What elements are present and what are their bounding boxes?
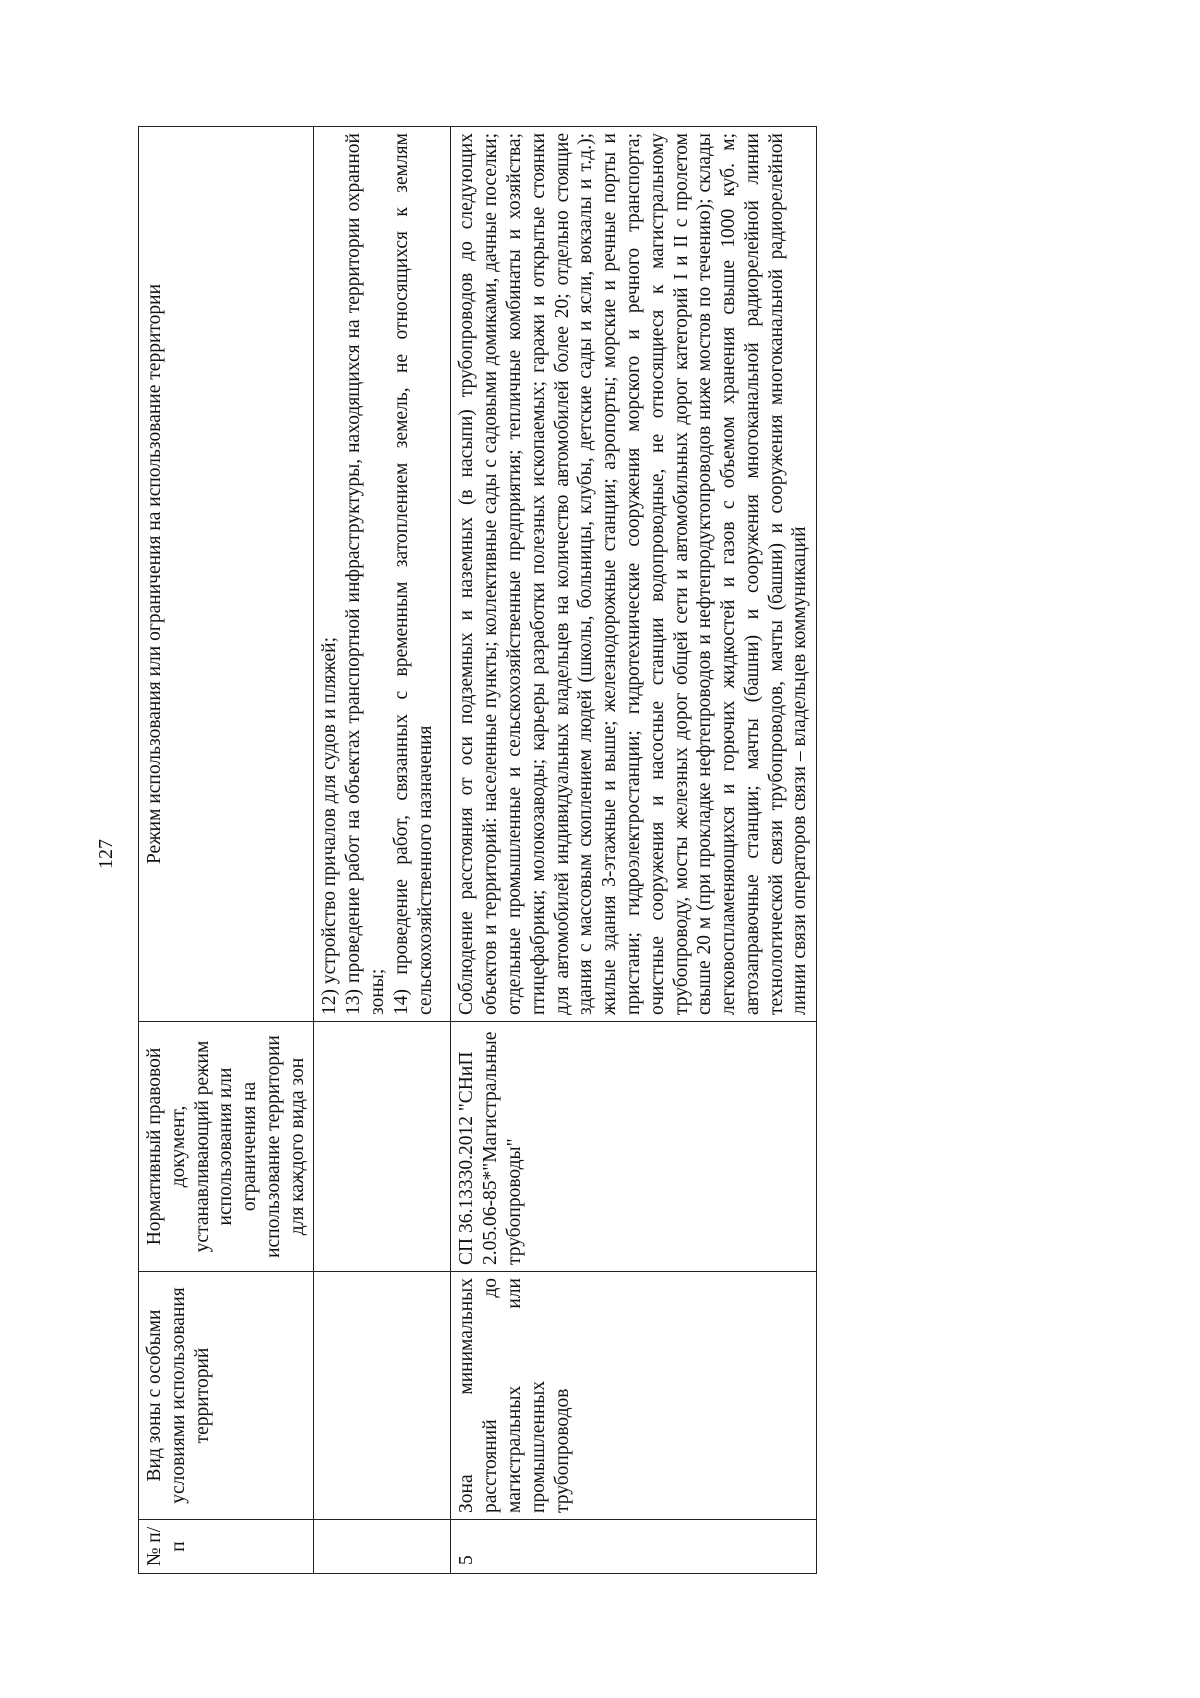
rotated-table-container xyxy=(138,126,1103,1574)
header-zone-type: Вид зоны с особыми условиями использования территорий xyxy=(139,1272,314,1520)
regime-item: 13) проведение работ на объектах транспортной инфраструктуры, находящихся на территории охранной зоны; xyxy=(343,133,389,1015)
header-num: № п/п xyxy=(139,1520,314,1574)
table-row xyxy=(314,127,451,1574)
cell-normative xyxy=(314,1022,451,1272)
table-header-row xyxy=(139,127,314,1574)
cell-num xyxy=(314,1520,451,1574)
cell-regime: Соблюдение расстояния от оси подземных и наземных (в насыпи) трубопроводов до следующих объектов и территорий: населенные пункты; коллективные сады с садовыми домиками, дачные поселки; отдельные промышленные и сельскохозяйственные предприятия; тепличные комбинаты и хозяйства; птицефабрики; молокозаводы; карьеры разработки полезных ископаемых; гаражи и открытые стоянки для автомобилей индивидуальных владельцев на количество автомобилей более 20; отдельно стоящие здания с массовым скоплением людей (школы, больницы, клубы, детские сады и ясли, вокзалы и т.д.); жилые здания 3-этажные и выше; железнодорожные станции; аэропорты; морские и речные порты и пристани; гидроэлектростанции; гидротехнические сооружения морского и речного транспорта; очистные сооружения и насосные станции водопроводные, не относящиеся к магистральному трубопроводу, мосты железных дорог общей сети и автомобильных дорог категорий I и II с пролетом свыше 20 м (при прокладке нефтепроводов и нефтепродуктопроводов ниже мостов по течению); склады легковоспламеняющихся и горючих жидкостей и газов с объемом хранения свыше 1000 куб. м; автозаправочные станции; мачты (башни) и сооружения многоканальной радиорелейной линии технологической связи трубопроводов, мачты (башни) и сооружения многоканальной радиорелейной линии связи операторов связи – владельцев коммуникаций xyxy=(451,127,817,1022)
header-normative: Нормативный правовой документ, устанавливающий режим использования или ограничения на использование территории для каждого вида зон xyxy=(139,1022,314,1272)
page-number: 127 xyxy=(95,839,117,869)
table-row xyxy=(451,127,817,1574)
regime-item: 12) устройство причалов для судов и пляжей; xyxy=(319,636,341,1015)
cell-zone-type xyxy=(314,1272,451,1520)
header-regime: Режим использования или ограничения на использование территории xyxy=(139,127,314,1022)
cell-regime xyxy=(314,127,451,1022)
cell-normative: СП 36.13330.2012 "СНиП 2.05.06-85*"Магистральные трубопроводы" xyxy=(451,1022,817,1272)
cell-zone-type: Зона минимальных расстояний до магистральных или промышленных трубопроводов xyxy=(451,1272,817,1520)
zones-table xyxy=(138,126,817,1574)
cell-num: 5 xyxy=(451,1520,817,1574)
regime-item: 14) проведение работ, связанных с временным затоплением земель, не относящихся к землям сельскохозяйственного назначения xyxy=(390,133,436,1015)
